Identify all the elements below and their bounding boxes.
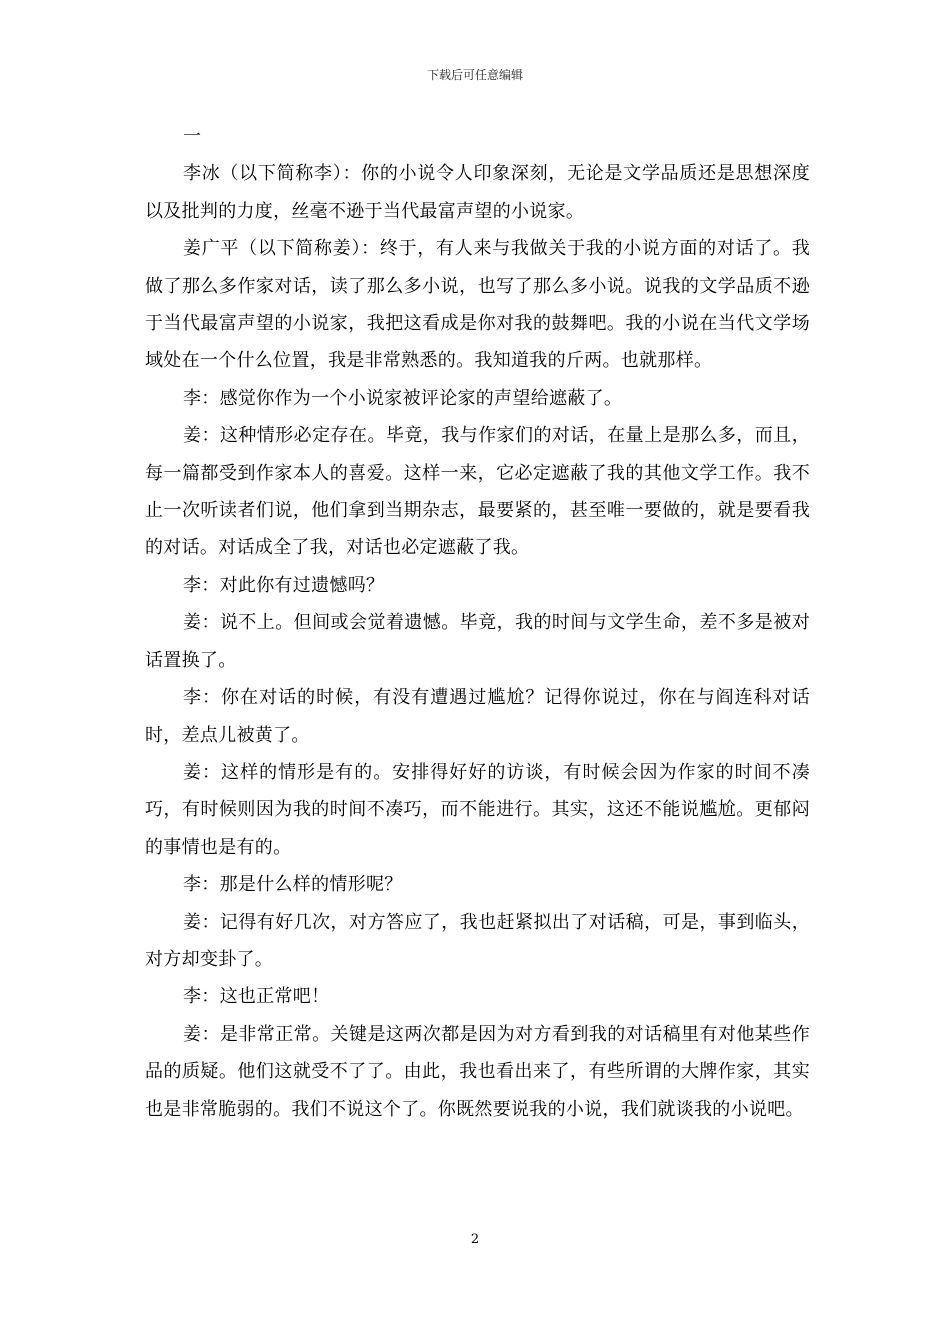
dialogue-paragraph: 姜：记得有好几次，对方答应了，我也赶紧拟出了对话稿，可是，事到临头，对方却变卦了。 bbox=[145, 911, 810, 970]
dialogue-paragraph: 李：那是什么样的情形呢？ bbox=[183, 874, 403, 896]
document-body bbox=[145, 118, 810, 1128]
page-header: 下载后可任意编辑 bbox=[426, 68, 523, 82]
dialogue-paragraph: 姜：这种情形必定存在。毕竟，我与作家们的对话，在量上是那么多，而且，每一篇都受到作家本人的喜爱。这样一来，它必定遮蔽了我的其他文学工作。我不止一次听读者们说，他们拿到当期杂志，最要紧的，甚至唯一要做的，就是要看我的对话。对话成全了我，对话也必定遮蔽了我。 bbox=[145, 425, 810, 559]
dialogue-paragraph: 李：对此你有过遗憾吗？ bbox=[183, 574, 385, 596]
dialogue-paragraph: 姜广平（以下简称姜）：终于，有人来与我做关于我的小说方面的对话了。我做了那么多作家对话，读了那么多小说，也写了那么多小说。说我的文学品质不逊于当代最富声望的小说家，我把这看成是你对我的鼓舞吧。我的小说在当代文学场域处在一个什么位置，我是非常熟悉的。我知道我的斤两。也就那样。 bbox=[145, 238, 810, 372]
section-number: 一 bbox=[183, 126, 202, 147]
dialogue-paragraph: 姜：说不上。但间或会觉着遗憾。毕竟，我的时间与文学生命，差不多是被对话置换了。 bbox=[145, 612, 810, 671]
page-number: 2 bbox=[470, 1232, 480, 1247]
dialogue-paragraph: 姜：这样的情形是有的。安排得好好的访谈，有时候会因为作家的时间不凑巧，有时候则因为我的时间不凑巧，而不能进行。其实，这还不能说尴尬。更郁闷的事情也是有的。 bbox=[145, 761, 810, 858]
dialogue-paragraph: 李：感觉你作为一个小说家被评论家的声望给遮蔽了。 bbox=[183, 387, 623, 409]
dialogue-paragraph: 李：这也正常吧！ bbox=[183, 986, 330, 1008]
dialogue-paragraph: 李：你在对话的时候，有没有遭遇过尴尬？记得你说过，你在与阎连科对话时，差点儿被黄了。 bbox=[145, 687, 810, 746]
dialogue-paragraph: 李冰（以下简称李）：你的小说令人印象深刻，无论是文学品质还是思想深度以及批判的力度，丝毫不逊于当代最富声望的小说家。 bbox=[145, 163, 810, 222]
dialogue-paragraph: 姜：是非常正常。关键是这两次都是因为对方看到我的对话稿里有对他某些作品的质疑。他们这就受不了了。由此，我也看出来了，有些所谓的大牌作家，其实也是非常脆弱的。我们不说这个了。你既然要说我的小说，我们就谈我的小说吧。 bbox=[145, 1023, 810, 1120]
